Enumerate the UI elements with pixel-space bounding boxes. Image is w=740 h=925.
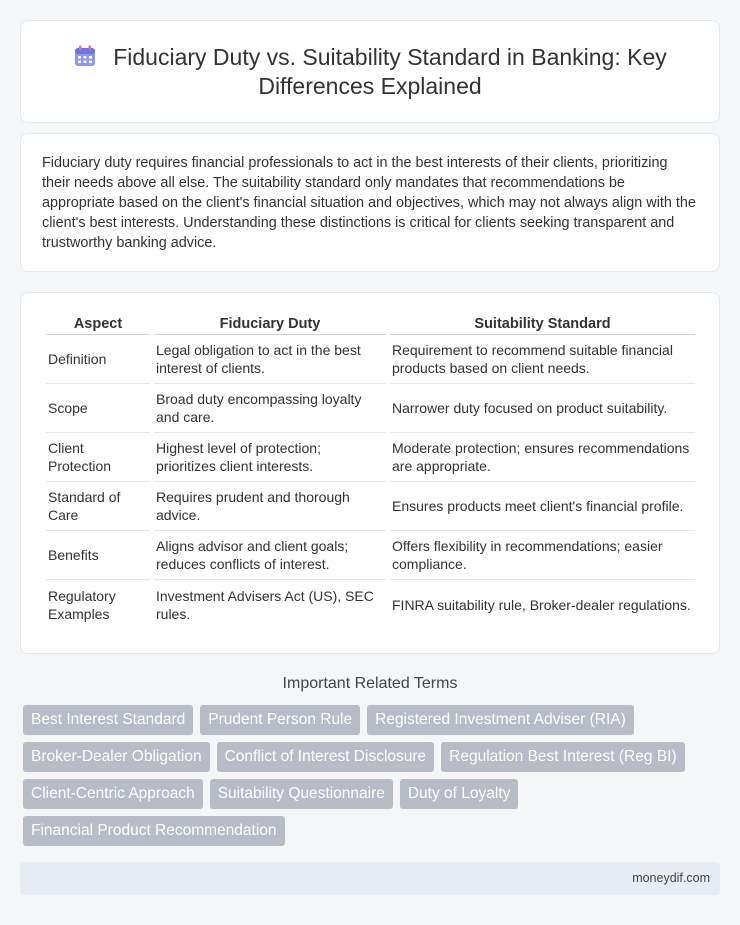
row-suitability: Ensures products meet client's financial profile. <box>390 482 695 531</box>
term-tag[interactable]: Financial Product Recommendation <box>23 816 285 846</box>
term-tag[interactable]: Prudent Person Rule <box>200 705 360 735</box>
term-tag[interactable]: Conflict of Interest Disclosure <box>217 742 435 772</box>
row-fiduciary: Highest level of protection; prioritizes client interests. <box>154 433 386 482</box>
row-suitability: Requirement to recommend suitable financial products based on client needs. <box>390 335 695 384</box>
row-aspect: Standard of Care <box>46 482 150 531</box>
table-row <box>46 531 695 580</box>
term-tag[interactable]: Best Interest Standard <box>23 705 193 735</box>
row-aspect: Scope <box>46 384 150 433</box>
related-terms-list <box>23 705 713 846</box>
table-row <box>46 335 695 384</box>
header-fiduciary: Fiduciary Duty <box>154 315 386 335</box>
row-fiduciary: Aligns advisor and client goals; reduces conflicts of interest. <box>154 531 386 580</box>
term-tag[interactable]: Registered Investment Adviser (RIA) <box>367 705 634 735</box>
intro-card <box>20 133 720 272</box>
row-fiduciary: Broad duty encompassing loyalty and care. <box>154 384 386 433</box>
page-title-wrap <box>21 43 719 101</box>
term-tag[interactable]: Duty of Loyalty <box>400 779 519 809</box>
row-aspect: Definition <box>46 335 150 384</box>
row-aspect: Regulatory Examples <box>48 587 116 622</box>
row-suitability: FINRA suitability rule, Broker-dealer regulations. <box>392 596 691 613</box>
page-title: Fiduciary Duty vs. Suitability Standard in Banking: Key Differences Explained <box>113 44 667 99</box>
row-aspect: Benefits <box>46 531 150 580</box>
calendar-icon <box>73 44 97 68</box>
row-fiduciary: Requires prudent and thorough advice. <box>154 482 386 531</box>
table-row <box>46 482 695 531</box>
table-row <box>46 433 695 482</box>
header-aspect: Aspect <box>46 315 150 335</box>
row-fiduciary: Legal obligation to act in the best interest of clients. <box>154 335 386 384</box>
related-terms-heading: Important Related Terms <box>282 675 458 692</box>
row-suitability: Offers flexibility in recommendations; easier compliance. <box>390 531 695 580</box>
term-tag[interactable]: Regulation Best Interest (Reg BI) <box>441 742 684 772</box>
comparison-table <box>42 315 699 629</box>
header-suitability: Suitability Standard <box>390 315 695 335</box>
term-tag[interactable]: Broker-Dealer Obligation <box>23 742 210 772</box>
comparison-card <box>20 292 720 654</box>
row-fiduciary: Investment Advisers Act (US), SEC rules. <box>156 587 374 622</box>
intro-paragraph: Fiduciary duty requires financial professionals to act in the best interests of their clients, prioritizing their needs above all else. The suitability standard only mandates that recommendations be appropriate based on the client's financial situation and objectives, which may not always align with the client's best interests. Understanding these distinctions is critical for clients seeking transparent and trustworthy banking advice. <box>42 155 696 251</box>
term-tag[interactable]: Client-Centric Approach <box>23 779 203 809</box>
row-suitability: Moderate protection; ensures recommendations are appropriate. <box>390 433 695 482</box>
row-aspect: Client Protection <box>46 433 150 482</box>
footer-site-link[interactable]: moneydif.com <box>632 871 710 885</box>
row-suitability: Narrower duty focused on product suitability. <box>390 384 695 433</box>
title-card <box>20 20 720 123</box>
table-row <box>46 384 695 433</box>
table-row <box>46 580 695 629</box>
footer-bar <box>20 862 720 895</box>
term-tag[interactable]: Suitability Questionnaire <box>210 779 393 809</box>
table-header-row <box>46 315 695 335</box>
